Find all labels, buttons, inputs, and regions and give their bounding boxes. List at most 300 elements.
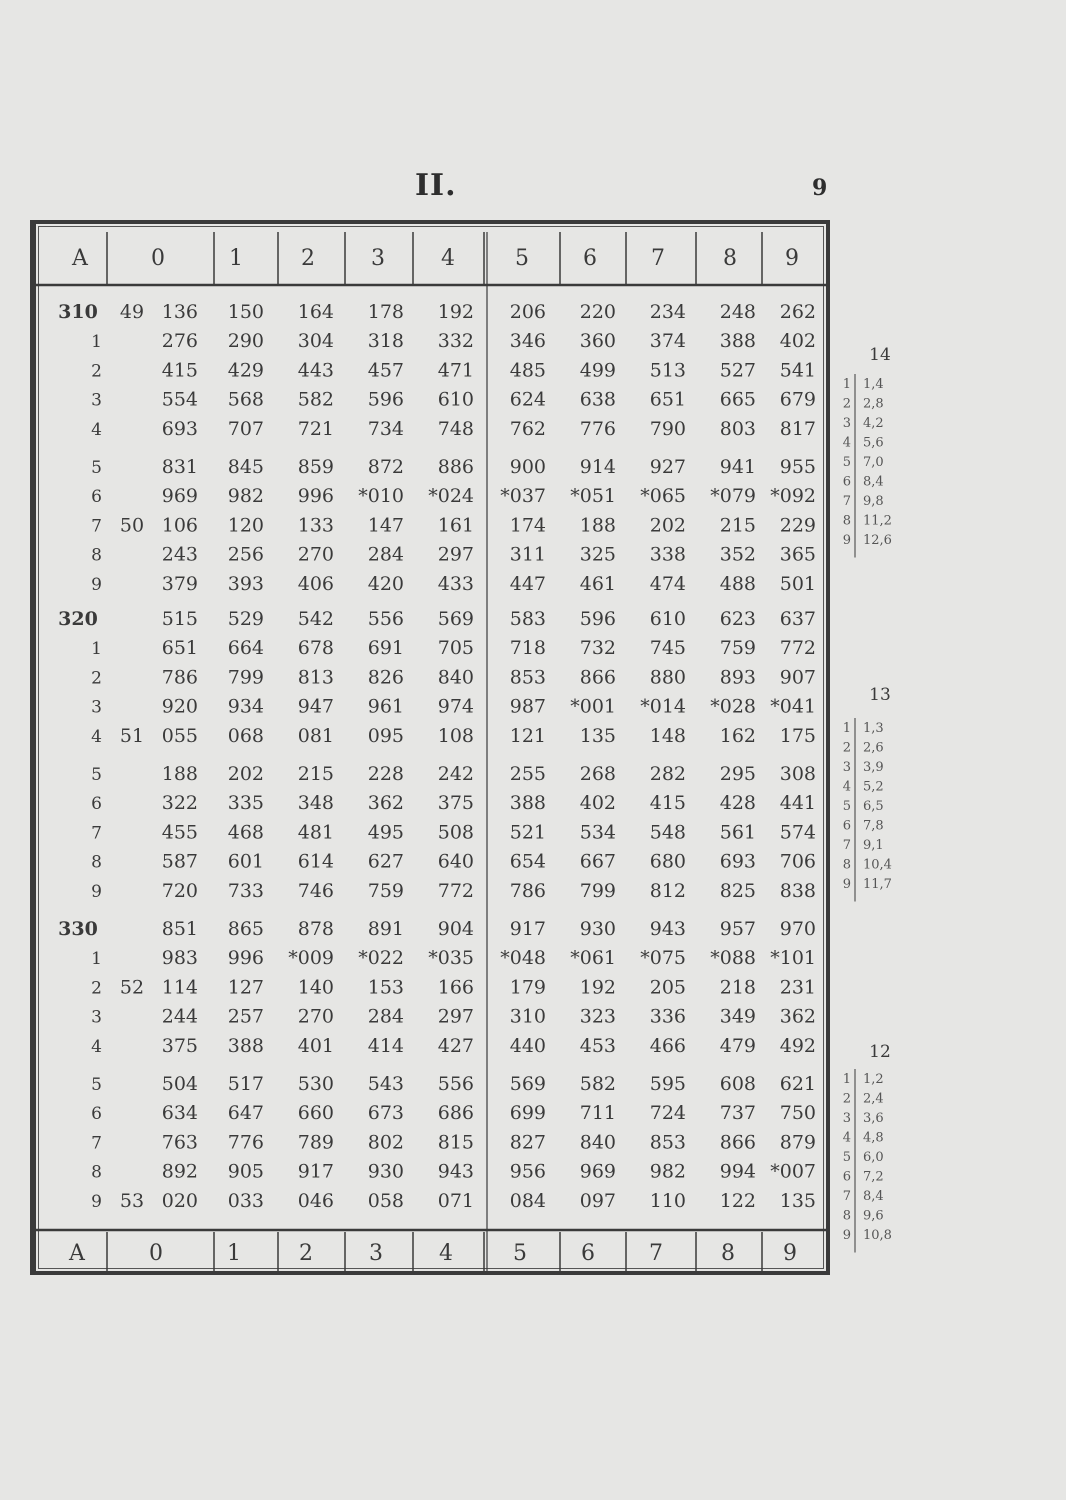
table-cell: 166 (437, 976, 474, 999)
table-cell: 461 (579, 572, 616, 595)
table-cell: 297 (437, 543, 474, 566)
row-argument: 9 (91, 574, 102, 595)
table-cell: 706 (779, 850, 816, 873)
table-cell: 135 (779, 1189, 816, 1212)
table-cell: 323 (579, 1005, 616, 1028)
row-argument: 5 (91, 765, 102, 785)
table-cell: 651 (649, 388, 686, 411)
proportional-parts-index: 4 (842, 435, 851, 451)
table-cell: 905 (227, 1160, 264, 1183)
table-cell: 135 (579, 724, 616, 747)
row-argument: 5 (91, 458, 102, 478)
table-cell: 242 (437, 763, 474, 785)
table-cell: 150 (227, 301, 264, 323)
table-cell: *051 (570, 485, 616, 508)
table-cell: 388 (719, 330, 756, 353)
table-cell: 401 (297, 1034, 334, 1057)
table-cell: 961 (367, 695, 404, 718)
table-cell: 813 (297, 666, 334, 689)
table-cell: 140 (297, 976, 334, 999)
table-cell: 720 (161, 879, 198, 902)
table-cell: 365 (779, 543, 816, 566)
table-cell: 492 (779, 1034, 816, 1057)
table-cell: 686 (437, 1102, 474, 1125)
table-cell: 665 (719, 388, 756, 411)
table-cell: 284 (367, 543, 404, 566)
table-cell: 840 (437, 666, 474, 689)
table-cell: 295 (719, 763, 756, 785)
table-cell: *079 (710, 485, 756, 508)
table-cell: 228 (367, 763, 404, 785)
table-cell: 838 (779, 879, 816, 902)
row-argument: 2 (91, 361, 102, 382)
table-cell: 248 (719, 301, 756, 323)
proportional-parts-index: 6 (842, 818, 851, 834)
proportional-parts-index: 1 (842, 1072, 851, 1087)
proportional-parts-value: 7,2 (863, 1169, 884, 1185)
table-cell: 831 (161, 456, 198, 478)
table-cell: 414 (367, 1034, 404, 1057)
table-cell: 433 (437, 572, 474, 595)
row-argument: 6 (91, 487, 102, 508)
table-cell: 218 (719, 976, 756, 999)
proportional-parts-index: 9 (842, 1228, 851, 1243)
proportional-parts-index: 4 (842, 1130, 851, 1146)
table-cell: 812 (649, 879, 686, 902)
proportional-parts-index: 8 (842, 857, 851, 873)
table-cell: 891 (367, 918, 404, 940)
table-cell: 122 (719, 1189, 756, 1212)
table-cell: 763 (161, 1131, 198, 1154)
table-cell: 866 (579, 666, 616, 689)
table-cell: 466 (649, 1034, 686, 1057)
table-cell: 673 (367, 1102, 404, 1125)
table-cell: 256 (227, 543, 264, 566)
table-cell: 517 (227, 1073, 264, 1095)
table-cell: 521 (509, 821, 546, 844)
table-cell: 851 (161, 918, 198, 940)
table-cell: 402 (579, 792, 616, 815)
table-cell: 746 (297, 879, 334, 902)
table-cell: 332 (437, 330, 474, 353)
table-cell: 270 (297, 543, 334, 566)
table-cell: 148 (649, 724, 686, 747)
table-cell: 282 (649, 763, 686, 785)
page-title: II. (415, 168, 457, 203)
row-argument: 320 (58, 608, 98, 630)
table-cell: 582 (579, 1073, 616, 1095)
proportional-parts-value: 10,8 (863, 1228, 892, 1243)
table-cell: 488 (719, 572, 756, 595)
column-header-4: 4 (441, 246, 455, 271)
proportional-parts-value: 5,2 (863, 779, 884, 795)
table-cell: 270 (297, 1005, 334, 1028)
table-cell: 759 (719, 637, 756, 660)
table-cell: 375 (437, 792, 474, 815)
proportional-parts-value: 6,0 (863, 1150, 884, 1165)
column-footer-3: 3 (369, 1241, 383, 1266)
table-cell: 865 (227, 918, 264, 940)
table-cell: 983 (161, 947, 198, 970)
table-cell: *092 (770, 485, 816, 508)
proportional-parts-value: 4,2 (863, 416, 884, 431)
proportional-parts-index: 3 (842, 760, 851, 775)
column-footer-0: 0 (149, 1241, 163, 1266)
table-cell: 481 (297, 821, 334, 844)
table-cell: 290 (227, 330, 264, 353)
table-cell: 982 (649, 1160, 686, 1183)
table-cell: 930 (579, 918, 616, 940)
column-header-6: 6 (583, 246, 597, 271)
table-cell: 815 (437, 1131, 474, 1154)
table-cell: 707 (227, 417, 264, 440)
table-cell: *022 (358, 947, 404, 970)
table-cell: 802 (367, 1131, 404, 1154)
proportional-parts-value: 2,4 (863, 1091, 884, 1107)
column-footer-5: 5 (513, 1241, 527, 1266)
table-cell: 827 (509, 1131, 546, 1154)
table-cell: 360 (579, 330, 616, 353)
table-cell: 164 (297, 301, 334, 323)
table-cell: 724 (649, 1102, 686, 1125)
proportional-parts-value: 1,4 (863, 377, 884, 392)
table-cell: 994 (719, 1160, 756, 1183)
proportional-parts-header: 13 (869, 685, 891, 705)
table-cell: 457 (367, 359, 404, 382)
table-cell: 455 (161, 821, 198, 844)
table-cell: 956 (509, 1160, 546, 1183)
row-argument: 6 (91, 794, 102, 815)
proportional-parts-value: 9,6 (863, 1208, 884, 1224)
table-cell: *007 (770, 1160, 816, 1183)
table-cell: 970 (779, 918, 816, 940)
table-cell: 420 (367, 572, 404, 595)
row-argument: 8 (91, 545, 102, 566)
table-cell: 667 (579, 850, 616, 873)
proportional-parts-value: 11,7 (863, 877, 892, 892)
table-cell: 786 (161, 666, 198, 689)
table-cell: 601 (227, 850, 264, 873)
proportional-parts-value: 1,2 (863, 1072, 884, 1087)
table-cell: 627 (367, 850, 404, 873)
table-cell: 471 (437, 359, 474, 382)
table-cell: 892 (161, 1160, 198, 1183)
proportional-parts-header: 12 (869, 1042, 891, 1062)
table-cell: 969 (161, 485, 198, 508)
table-cell: *048 (500, 947, 546, 970)
table-cell: 415 (161, 359, 198, 382)
column-header-9: 9 (785, 246, 799, 271)
table-cell: 840 (579, 1131, 616, 1154)
table-cell: 762 (509, 417, 546, 440)
table-cell: 561 (719, 821, 756, 844)
table-cell: 406 (297, 572, 334, 595)
table-cell: 969 (579, 1160, 616, 1183)
table-cell: 772 (779, 637, 816, 660)
table-cell: 907 (779, 666, 816, 689)
table-cell: 943 (437, 1160, 474, 1183)
row-argument: 8 (91, 1162, 102, 1183)
table-cell: 974 (437, 695, 474, 718)
row-argument: 6 (91, 1104, 102, 1125)
table-cell: 583 (509, 608, 546, 630)
proportional-parts-value: 1,3 (863, 721, 884, 736)
table-cell: 750 (779, 1102, 816, 1125)
table-cell: 174 (509, 514, 546, 537)
proportional-parts-value: 3,9 (863, 760, 884, 775)
row-argument: 1 (91, 949, 102, 970)
table-cell: 803 (719, 417, 756, 440)
proportional-parts-value: 9,8 (863, 494, 884, 509)
table-cell: 542 (297, 608, 334, 630)
table-cell: 325 (579, 543, 616, 566)
table-cell: 596 (367, 388, 404, 411)
table-cell: *010 (358, 485, 404, 508)
table-cell: 859 (297, 456, 334, 478)
table-cell: 202 (227, 763, 264, 785)
proportional-parts-index: 6 (842, 1169, 851, 1185)
table-cell: 853 (509, 666, 546, 689)
table-cell: 610 (437, 388, 474, 411)
column-header-5: 5 (515, 246, 529, 271)
table-cell: 192 (579, 976, 616, 999)
table-cell: 058 (367, 1189, 404, 1212)
column-header-7: 7 (651, 246, 665, 271)
table-cell: 234 (649, 301, 686, 323)
table-cell: 440 (509, 1034, 546, 1057)
table-cell: 733 (227, 879, 264, 902)
table-cell: 495 (367, 821, 404, 844)
table-cell: 745 (649, 637, 686, 660)
proportional-parts-value: 4,8 (863, 1130, 884, 1146)
table-cell: 429 (227, 359, 264, 382)
proportional-parts-index: 7 (842, 494, 851, 509)
table-cell: 678 (297, 637, 334, 660)
table-cell: 734 (367, 417, 404, 440)
proportional-parts-value: 5,6 (863, 435, 884, 451)
table-cell: 362 (779, 1005, 816, 1028)
table-cell: 624 (509, 388, 546, 411)
table-cell: 188 (161, 763, 198, 785)
table-cell: 608 (719, 1073, 756, 1095)
table-cell: 914 (579, 456, 616, 478)
table-cell: 515 (161, 608, 198, 630)
table-cell: 541 (779, 359, 816, 382)
column-footer-6: 6 (581, 1241, 595, 1266)
table-cell: 574 (779, 821, 816, 844)
proportional-parts-value: 10,4 (863, 857, 892, 873)
proportional-parts-value: 7,8 (863, 818, 884, 834)
table-cell: 679 (779, 388, 816, 411)
table-cell: 262 (779, 301, 816, 323)
proportional-parts-index: 1 (842, 377, 851, 392)
row-argument: 4 (91, 726, 102, 747)
table-cell: 721 (297, 417, 334, 440)
table-cell: 243 (161, 543, 198, 566)
row-argument: 9 (91, 881, 102, 902)
table-cell: 268 (579, 763, 616, 785)
table-cell: 033 (227, 1189, 264, 1212)
row-argument: 4 (91, 419, 102, 440)
column-footer-7: 7 (649, 1241, 663, 1266)
column-header-0: 0 (151, 246, 165, 271)
table-cell: 893 (719, 666, 756, 689)
row-argument: 2 (91, 978, 102, 999)
table-cell: 229 (779, 514, 816, 537)
table-cell: 759 (367, 879, 404, 902)
table-cell: 120 (227, 514, 264, 537)
table-cell: *101 (770, 947, 816, 970)
row-prefix: 51 (119, 724, 145, 747)
table-cell: 595 (649, 1073, 686, 1095)
table-cell: 284 (367, 1005, 404, 1028)
table-cell: 231 (779, 976, 816, 999)
table-cell: 352 (719, 543, 756, 566)
table-cell: 826 (367, 666, 404, 689)
row-argument: 3 (91, 697, 102, 718)
table-cell: 153 (367, 976, 404, 999)
table-cell: 310 (509, 1005, 546, 1028)
table-cell: 548 (649, 821, 686, 844)
row-argument: 7 (91, 516, 102, 537)
proportional-parts-value: 7,0 (863, 455, 884, 470)
table-cell: 680 (649, 850, 686, 873)
table-cell: 348 (297, 792, 334, 815)
table-cell: *009 (288, 947, 334, 970)
table-cell: 147 (367, 514, 404, 537)
table-cell: *088 (710, 947, 756, 970)
table-cell: 866 (719, 1131, 756, 1154)
proportional-parts-index: 8 (842, 1208, 851, 1224)
table-cell: 374 (649, 330, 686, 353)
table-cell: 623 (719, 608, 756, 630)
table-cell: 634 (161, 1102, 198, 1125)
proportional-parts-value: 6,5 (863, 799, 884, 814)
table-cell: 699 (509, 1102, 546, 1125)
table-cell: 415 (649, 792, 686, 815)
table-cell: 304 (297, 330, 334, 353)
table-cell: 084 (509, 1189, 546, 1212)
table-cell: 569 (509, 1073, 546, 1095)
row-argument: 7 (91, 1133, 102, 1154)
table-cell: *014 (640, 695, 686, 718)
table-cell: 215 (719, 514, 756, 537)
table-cell: 162 (719, 724, 756, 747)
table-cell: 614 (297, 850, 334, 873)
table-cell: 934 (227, 695, 264, 718)
table-cell: 920 (161, 695, 198, 718)
table-cell: 362 (367, 792, 404, 815)
table-cell: 660 (297, 1102, 334, 1125)
table-cell: 711 (579, 1102, 616, 1125)
table-cell: 651 (161, 637, 198, 660)
table-cell: 206 (509, 301, 546, 323)
column-header-3: 3 (371, 246, 385, 271)
table-cell: 244 (161, 1005, 198, 1028)
proportional-parts-index: 4 (842, 779, 851, 795)
column-header-8: 8 (723, 246, 737, 271)
table-cell: 568 (227, 388, 264, 411)
row-argument: 7 (91, 823, 102, 844)
table-cell: 825 (719, 879, 756, 902)
table-cell: 479 (719, 1034, 756, 1057)
table-cell: 097 (579, 1189, 616, 1212)
table-cell: 640 (437, 850, 474, 873)
table-cell: 215 (297, 763, 334, 785)
table-cell: 817 (779, 417, 816, 440)
table-cell: 691 (367, 637, 404, 660)
proportional-parts-value: 2,6 (863, 740, 884, 756)
table-cell: 943 (649, 918, 686, 940)
proportional-parts-value: 8,4 (863, 1189, 884, 1204)
table-cell: 527 (719, 359, 756, 382)
table-cell: 447 (509, 572, 546, 595)
row-argument: 3 (91, 1007, 102, 1028)
table-cell: 499 (579, 359, 616, 382)
table-cell: 790 (649, 417, 686, 440)
table-cell: 556 (367, 608, 404, 630)
proportional-parts-index: 9 (842, 877, 851, 892)
table-cell: 504 (161, 1073, 198, 1095)
table-cell: 108 (437, 724, 474, 747)
proportional-parts-index: 6 (842, 474, 851, 490)
row-prefix: 49 (119, 301, 145, 323)
table-cell: 556 (437, 1073, 474, 1095)
proportional-parts-value: 2,8 (863, 396, 884, 412)
column-footer-2: 2 (299, 1241, 313, 1266)
table-cell: 508 (437, 821, 474, 844)
table-cell: 276 (161, 330, 198, 353)
table-cell: 192 (437, 301, 474, 323)
table-cell: 106 (161, 514, 198, 537)
table-cell: 872 (367, 456, 404, 478)
table-cell: 693 (719, 850, 756, 873)
table-cell: 388 (227, 1034, 264, 1057)
table-cell: 220 (579, 301, 616, 323)
table-cell: 610 (649, 608, 686, 630)
table-cell: 501 (779, 572, 816, 595)
table-cell: 393 (227, 572, 264, 595)
row-argument: 4 (91, 1036, 102, 1057)
proportional-parts-index: 7 (842, 1189, 851, 1204)
table-cell: 443 (297, 359, 334, 382)
proportional-parts-value: 11,2 (863, 513, 892, 529)
table-cell: 927 (649, 456, 686, 478)
table-cell: 453 (579, 1034, 616, 1057)
table-cell: 055 (161, 724, 198, 747)
table-cell: 388 (509, 792, 546, 815)
table-cell: 776 (227, 1131, 264, 1154)
table-cell: 402 (779, 330, 816, 353)
table-cell: *028 (710, 695, 756, 718)
table-cell: 748 (437, 417, 474, 440)
table-cell: 664 (227, 637, 264, 660)
table-cell: 379 (161, 572, 198, 595)
table-cell: 175 (779, 724, 816, 747)
table-cell: 987 (509, 695, 546, 718)
table-cell: 947 (297, 695, 334, 718)
row-argument: 2 (91, 668, 102, 689)
table-cell: *041 (770, 695, 816, 718)
row-argument: 1 (91, 639, 102, 660)
row-argument: 9 (91, 1191, 102, 1212)
table-cell: *075 (640, 947, 686, 970)
proportional-parts-value: 8,4 (863, 474, 884, 490)
table-cell: 789 (297, 1131, 334, 1154)
table-cell: 020 (161, 1189, 198, 1212)
table-cell: 637 (779, 608, 816, 630)
table-cell: 179 (509, 976, 546, 999)
